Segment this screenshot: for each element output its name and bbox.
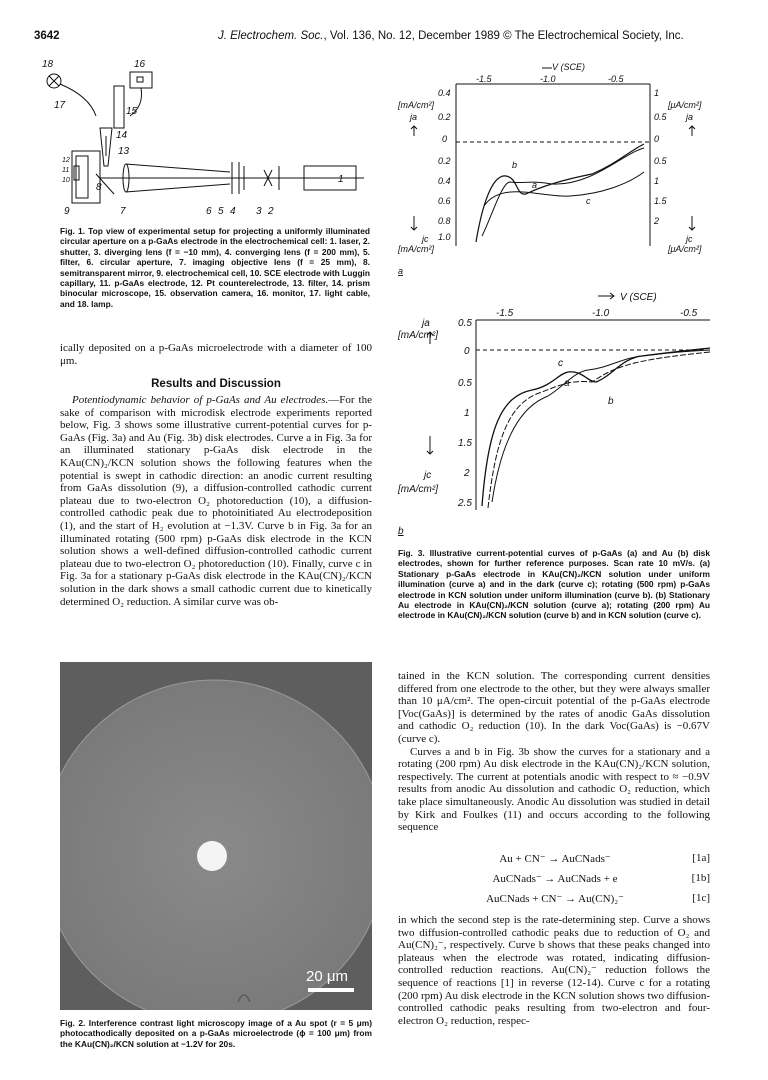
fig3a-top-axis-label: V (SCE)	[552, 62, 586, 72]
fig3a-jc: jc	[422, 234, 429, 244]
fig3b-left-tick-7: 2.5	[458, 498, 472, 509]
fig3b-left-tick-1: 0.5	[458, 318, 472, 329]
journal-name: J. Electrochem. Soc.	[218, 30, 324, 42]
fig3a-top-tick-1: -1.5	[476, 74, 492, 84]
page-number: 3642	[34, 30, 60, 42]
fig3a-left-tick-7: 0.8	[438, 216, 451, 226]
fig1-label-4: 4	[230, 206, 236, 217]
continued-paragraph: ically deposited on a p-GaAs microelectrode with a diameter of 100 μm.	[60, 342, 372, 367]
fig3b-left-tick-3: 0.5	[458, 378, 472, 389]
left-column-body	[60, 394, 372, 608]
fig3a-curve-label-c: c	[586, 196, 591, 206]
fig3b-panel-label: b	[398, 526, 404, 536]
section-title: Results and Discussion	[151, 378, 281, 390]
fig2-microscopy-image	[60, 662, 372, 1010]
right-paragraph-2: Curves a and b in Fig. 3b show the curves for a stationary and a rotating (200 rpm) Au disk electrode in the KAu(CN)₂/KCN solution, respectively. The current at potentials anodic with respect to ≈ −0.9V results from anodic Au dissolution and cathodic O₂ reduction, which take place simultaneously. Anodic Au dissolution was studied in detail by Kirk and Foulkes (11) and occurs according to the following sequence	[398, 745, 710, 834]
fig2-caption: Fig. 2. Interference contrast light microscopy image of a Au spot (r = 5 μm) photocathodically deposited on a p-GaAs microelectrode (ϕ = 100 μm) from the KAu(CN)₂/KCN solution at −1.2V for 20s.	[60, 1018, 372, 1049]
fig3a-left-tick-1: 0.4	[438, 88, 451, 98]
fig3b-left-tick-5: 1.5	[458, 438, 472, 449]
fig3b-top-tick-2: -1.0	[592, 308, 610, 319]
fig1-label-12: 12	[62, 157, 70, 164]
fig3a-top-tick-3: -0.5	[608, 74, 624, 84]
fig3a-panel-label: a	[398, 266, 404, 276]
right-paragraph-3: in which the second step is the rate-determining step. Curve a shows two diffusion-controlled cathodic peaks due to reduction of O₂ and Au(CN)₂⁻, respectively. Curve b shows that these peaks changed into plateaus when the electrode was rotated, indicating diffusion-controlled reduction reactions. Au(CN)₂⁻ reduction follows the sequence of reactions [1] in reverse (12-14). Curve c for a rotating (200 rpm) Au disk electrode in the KCN solution shows two diffusion-controlled cathodic peaks resulting from two-electron and four-electron O₂ reduction, respec-	[398, 914, 710, 1027]
fig3b-ja: ja	[422, 318, 430, 329]
fig1-setup-diagram	[34, 56, 364, 221]
fig1-label-5: 5	[218, 206, 224, 217]
right-paragraph-1: tained in the KCN solution. The corresponding current densities differed from one electrode to the other, but they were always smaller than 10 μA/cm². The open-circuit potential of the p-GaAs electrode [Voc(GaAs)] is determined by the rates of anodic GaAs dissolution and cathodic O₂ reduction (10). In the dark Voc(GaAs) is −0.67V (curve c).	[398, 670, 710, 745]
left-column-top	[60, 342, 372, 367]
fig3b-left-tick-2: 0	[464, 346, 470, 357]
fig1-label-3: 3	[256, 206, 262, 217]
fig1-label-14: 14	[116, 130, 128, 141]
fig3a-curve-label-b: b	[512, 160, 518, 170]
equation-1c-number: [1c]	[692, 892, 710, 904]
fig3b-unit: [mA/cm²]	[398, 330, 438, 341]
running-header	[0, 30, 768, 46]
fig3a-left-tick-4: 0.2	[438, 156, 451, 166]
fig2-image-graphic	[60, 662, 372, 1010]
fig3a-right-unit: [μA/cm²]	[668, 100, 702, 110]
equation-1b-number: [1b]	[691, 872, 710, 884]
fig3b-chart	[392, 286, 722, 536]
fig3-caption: Fig. 3. Illustrative current-potential curves of p-GaAs (a) and Au (b) disk electrodes, shown for further reference purposes. Scan rate 10 mV/s. (a) Stationary p-GaAs electrode in KAu(CN)₂/KCN solution under uniform illumination (curve a) and in the dark (curve c); rotating (500 rpm) p-GaAs electrode in KCN solution under uniform illumination (curve b). (b) Stationary Au electrode in KAu(CN)₂/KCN solution (curve a); rotating (200 rpm) Au electrode in KAu(CN)₂/KCN solution (curve b) and in KCN solution (curve c).	[398, 548, 710, 621]
fig3a-right-tick-4: 0.5	[654, 156, 667, 166]
fig3b-top-axis-label: V (SCE)	[620, 292, 657, 303]
fig1-label-8: 8	[96, 182, 102, 193]
fig3a-left-unit: [mA/cm²]	[398, 100, 434, 110]
fig1-caption: Fig. 1. Top view of experimental setup for projecting a uniformly illuminated circular aperture on a p-GaAs electrode in the electrochemical cell: 1. laser, 2. shutter, 3. diverging lens (f = −10 mm), 4. converging lens (f = 200 mm), 5. filter, 6. circular aperture, 7. imaging objective lens (f = 25 mm), 8. semitransparent mirror, 9. electrochemical cell, 10. SCE electrode with Luggin capillary, 11. p-GaAs electrode, 12. Pt counterelectrode, 13. filter, 14. prism binocular microscope, 15. observation camera, 16. monitor, 17. light cable, and 18. lamp.	[60, 226, 370, 309]
fig1-label-9: 9	[64, 206, 70, 217]
fig3a-right-tick-3: 0	[654, 134, 660, 144]
fig3a-right-tick-2: 0.5	[654, 112, 667, 122]
fig3a-ja-right: ja	[686, 112, 694, 122]
fig3a-top-tick-2: -1.0	[540, 74, 556, 84]
fig3a-right-unit-bottom: [μA/cm²]	[668, 244, 702, 254]
fig3a-left-tick-2: 0.2	[438, 112, 451, 122]
fig3a-right-tick-6: 1.5	[654, 196, 667, 206]
fig1-label-15: 15	[126, 106, 138, 117]
fig3b-jc: jc	[424, 470, 432, 481]
fig3a-left-tick-3: 0	[442, 134, 448, 144]
right-column-bottom	[398, 914, 710, 1027]
fig3a-ja: ja	[410, 112, 418, 122]
journal-citation	[218, 30, 684, 42]
fig1-label-13: 13	[118, 146, 130, 157]
equation-1a	[440, 852, 710, 866]
fig3b-unit-bottom: [mA/cm²]	[398, 484, 438, 495]
fig1-label-6: 6	[206, 206, 212, 217]
fig3a-left-tick-6: 0.6	[438, 196, 451, 206]
equation-1c-formula: AuCNads + CN⁻ → Au(CN)₂⁻	[486, 893, 624, 905]
fig1-label-16: 16	[134, 59, 146, 70]
fig3b-curve-label-a: a	[564, 378, 570, 389]
right-column-top	[398, 670, 710, 834]
fig3b-top-tick-3: -0.5	[680, 308, 698, 319]
fig1-label-17: 17	[54, 100, 66, 111]
fig1-label-2: 2	[268, 206, 274, 217]
fig3b-curve-label-b: b	[608, 396, 614, 407]
fig1-label-1: 1	[338, 174, 344, 185]
equation-1b	[440, 872, 710, 886]
fig3a-jc-right: jc	[686, 234, 693, 244]
fig3a-left-tick-8: 1.0	[438, 232, 451, 242]
fig3a-chart	[392, 56, 722, 276]
paragraph-lead: Potentiodynamic behavior of p-GaAs and Au electrodes.	[72, 394, 329, 406]
fig3a-left-unit-bottom: [mA/cm²]	[398, 244, 434, 254]
fig3a-right-tick-5: 1	[654, 176, 660, 186]
fig3a-right-tick-1: 1	[654, 88, 660, 98]
equation-1a-number: [1a]	[692, 852, 710, 864]
fig1-label-11: 11	[62, 167, 70, 174]
fig3a-curve-label-a: a	[532, 180, 538, 190]
equation-1c	[440, 892, 710, 906]
fig3b-curve-label-c: c	[558, 358, 563, 369]
results-paragraph: —For the sake of comparison with microdisk electrode experiments reported below, Fig. 3 shows some illustrative current-potential curves for p-GaAs (Fig. 3a) and Au (Fig. 3b) disk electrodes. Curve a in Fig. 3a for an illuminated stationary p-GaAs disk electrode in the KAu(CN)₂/KCN solution shows the following features when the potential is swept in cathodic direction: an anodic current resulting from GaAs dissolution (9), a diffusion-controlled cathodic current plateau due to two-electron O₂ photoreduction (10), a diffusion-controlled cathodic peak due to photoinitiated Au electrodeposition (1), and the start of H₂ evolution at −1.3V. Curve b in Fig. 3a for an illuminated rotating (500 rpm) p-GaAs disk electrode in the KCN solution shows a well-defined diffusion-controlled cathodic current plateau due to two-electron O₂ photoreduction (10). Finally, curve c in Fig. 3a for a stationary p-GaAs disk electrode in the KAu(CN)₂/KCN solution in the dark shows a small cathodic current due to kinetically determined O₂ reduction. A similar curve was ob-	[60, 394, 372, 608]
fig2-scale-label: 20 μm	[306, 968, 348, 985]
fig1-label-18: 18	[42, 59, 54, 70]
fig3b-top-tick-1: -1.5	[496, 308, 514, 319]
fig3a-right-tick-7: 2	[654, 216, 660, 226]
equation-1a-formula: Au + CN⁻ → AuCNads⁻	[499, 853, 611, 865]
journal-issue: , Vol. 136, No. 12, December 1989 © The Electrochemical Society, Inc.	[323, 30, 684, 42]
equation-1b-formula: AuCNads⁻ → AuCNads + e	[492, 873, 618, 885]
fig3a-left-tick-5: 0.4	[438, 176, 451, 186]
fig1-label-7: 7	[120, 206, 126, 217]
fig3b-left-tick-6: 2	[464, 468, 470, 479]
fig1-label-10: 10	[62, 177, 70, 184]
fig3b-left-tick-4: 1	[464, 408, 470, 419]
